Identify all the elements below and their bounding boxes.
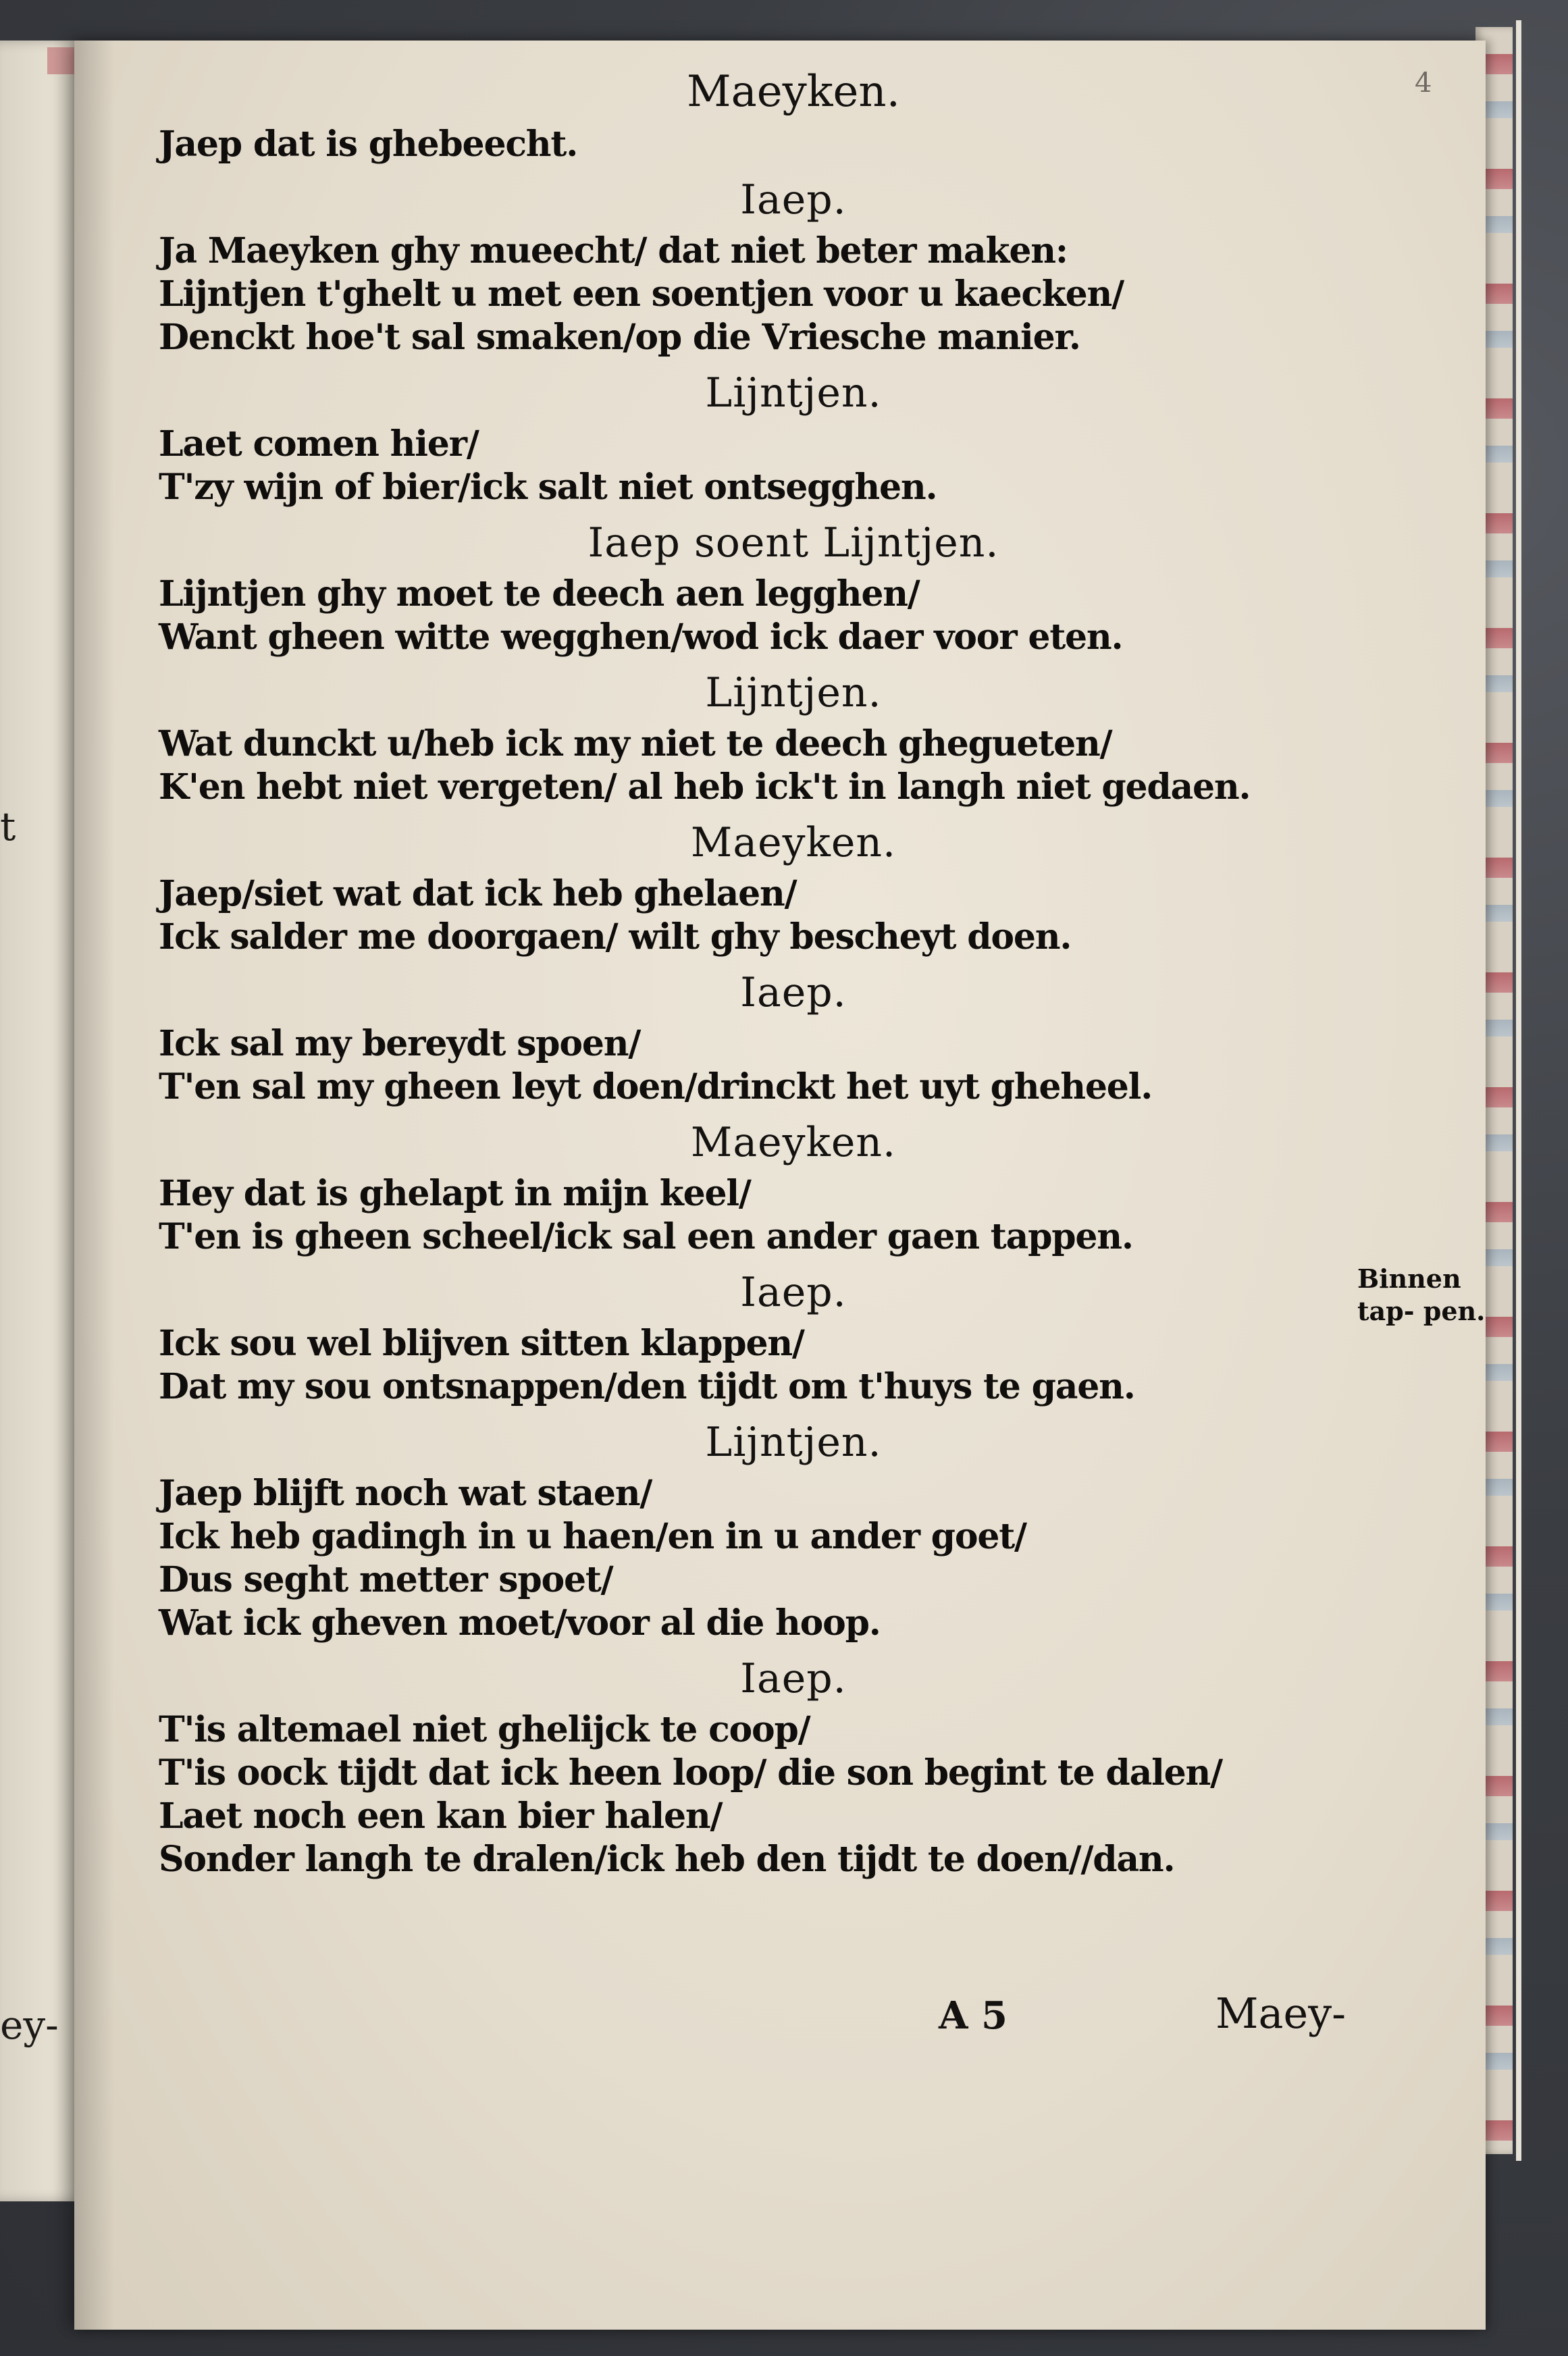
verse-line: Dus seght metter spoet/ [159,1559,613,1600]
verse-line: Jaep dat is ghebeecht. [159,124,578,165]
dialogue-block [159,513,1388,659]
verse-line: T'en sal my gheen leyt doen/drinckt het uyt gheheel. [159,1066,1153,1107]
verse-line: Ja Maeyken ghy mueecht/ dat niet beter maken: [159,230,1068,271]
dialogue-block [159,1649,1388,1881]
verse-line: T'zy wijn of bier/ick salt niet ontsegghen. [159,467,937,508]
verse-line: Ick sou wel blijven sitten klappen/ [159,1323,804,1364]
verse-line: T'is altemael niet ghelijck te coop/ [159,1709,810,1750]
speaker-name: Maeyken. [690,1119,897,1166]
verse-line: T'is oock tijdt dat ick heen loop/ die son begint te dalen/ [159,1752,1222,1794]
previous-page-catchword: ey- [0,2002,59,2048]
verse-line: Lijntjen t'ghelt u met een soentjen voor u kaecken/ [159,273,1124,315]
verse-line: Laet comen hier/ [159,423,479,465]
dialogue-block [159,1113,1388,1259]
verse-line: Ick salder me doorgaen/ wilt ghy bescheyt doen. [159,916,1072,958]
previous-page-mark: t [0,804,16,849]
speaker-name: Iaep. [740,1269,847,1316]
marginal-stage-direction: Binnen tap- pen. [1357,1263,1486,1326]
play-text [159,61,1388,1885]
speaker-name: Maeyken. [690,819,897,866]
verse-line: Jaep/siet wat dat ick heb ghelaen/ [159,873,797,914]
speaker-name: Lijntjen. [705,1419,882,1466]
dialogue-block [159,963,1388,1109]
verse-line: Lijntjen ghy moet te deech aen legghen/ [159,573,920,614]
stage-direction: Iaep soent Lijntjen. [587,519,999,567]
dialogue-block [159,1263,1388,1409]
running-head: Maeyken. [687,67,900,117]
verse-line: Wat dunckt u/heb ick my niet te deech ghegueten/ [159,723,1112,764]
verse-line: Want gheen witte wegghen/wod ick daer voor eten. [159,617,1123,658]
verse-line: Dat my sou ontsnappen/den tijdt om t'huys te gaen. [159,1366,1135,1407]
signature-mark: A 5 [939,1993,1008,2038]
verse-line: Sonder langh te dralen/ick heb den tijdt te doen//dan. [159,1839,1175,1880]
cover-board-edge [1489,20,1521,2161]
dialogue-block [159,170,1388,359]
dialogue-block [159,663,1388,809]
verse-line: Ick heb gadingh in u haen/en in u ander goet/ [159,1516,1026,1557]
dialogue-block [159,363,1388,509]
speaker-name: Iaep. [740,176,847,224]
book-page [74,41,1486,2330]
verse-line: Jaep blijft noch wat staen/ [159,1473,652,1514]
speaker-name: Iaep. [740,969,847,1016]
verse-line: Laet noch een kan bier halen/ [159,1796,723,1837]
dialogue-block [159,1413,1388,1645]
verse-line: Wat ick gheven moet/voor al die hoop. [159,1602,881,1644]
verse-line: T'en is gheen scheel/ick sal een ander gaen tappen. [159,1216,1133,1257]
speaker-name: Lijntjen. [705,669,882,716]
catchword: Maey- [1216,1989,1347,2038]
pencil-folio-mark: 4 [1415,68,1432,99]
verse-line: Hey dat is ghelapt in mijn keel/ [159,1173,751,1214]
verse-line: K'en hebt niet vergeten/ al heb ick't in langh niet gedaen. [159,766,1251,808]
verse-line: Denckt hoe't sal smaken/op die Vriesche manier. [159,317,1080,358]
dialogue-block [159,813,1388,959]
speaker-name: Iaep. [740,1655,847,1702]
verse-line: Ick sal my bereydt spoen/ [159,1023,641,1064]
speaker-name: Lijntjen. [705,369,882,417]
dialogue-block [159,123,1388,166]
